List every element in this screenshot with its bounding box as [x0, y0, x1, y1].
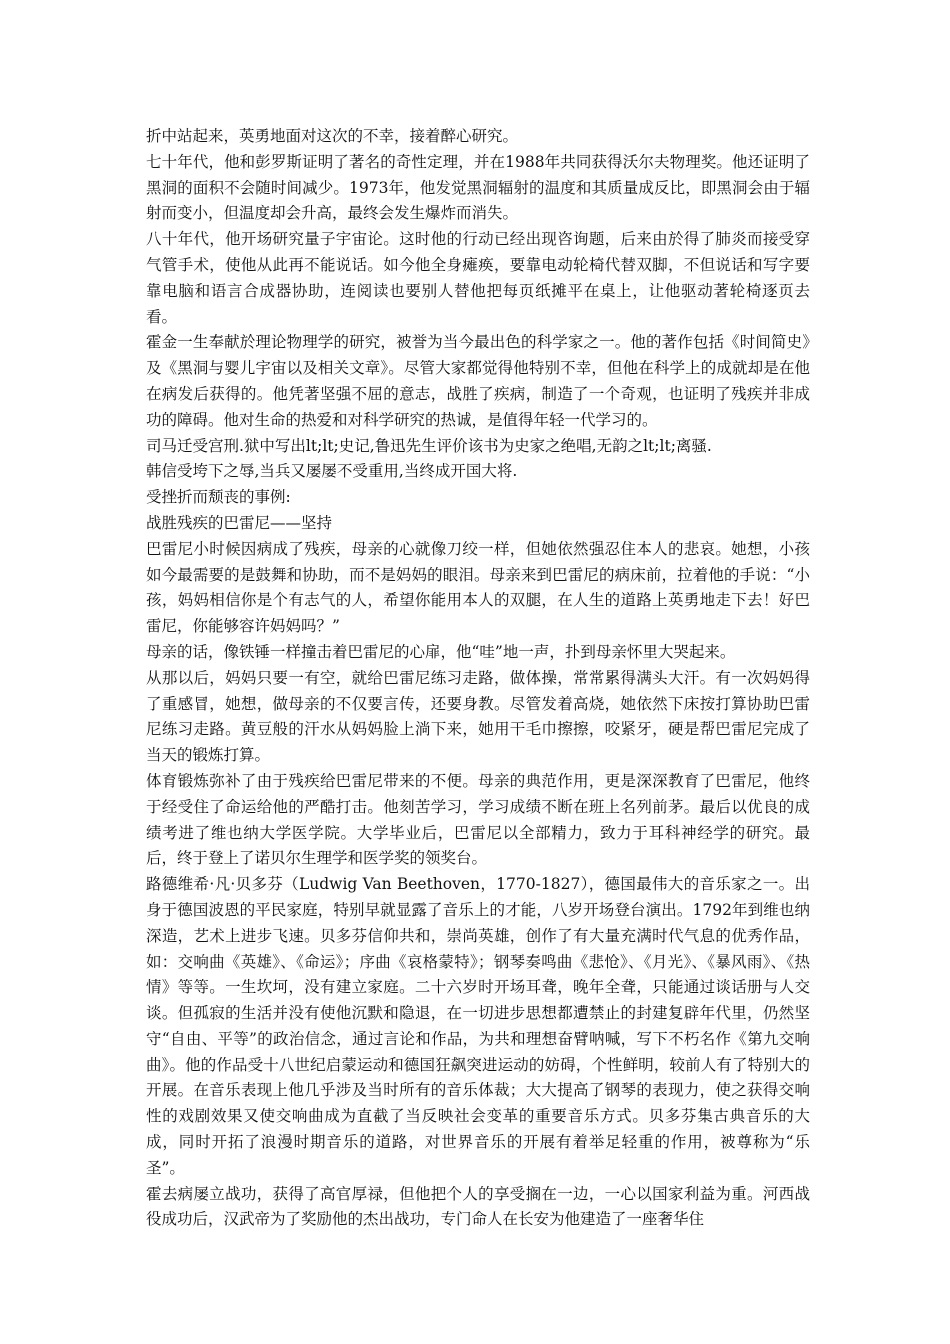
paragraph: 从那以后，妈妈只要一有空，就给巴雷尼练习走路，做体操，常常累得满头大汗。有一次妈妈得了重感冒，她想，做母亲的不仅要言传，还要身教。尽管发着高烧，她依然下床按打算协助巴雷尼练习走路。黄豆般的汗水从妈妈脸上淌下来，她用干毛巾擦擦，咬紧牙，硬是帮巴雷尼完成了当天的锻炼打算。 — [146, 668, 810, 765]
document-body — [146, 124, 810, 1233]
paragraph: 路德维希·凡·贝多芬（Ludwig Van Beethoven，1770-1827），德国最伟大的音乐家之一。出身于德国波恩的平民家庭，特别早就显露了音乐上的才能，八岁开场登台演出。1792年到维也纳深造，艺术上进步飞速。贝多芬信仰共和，崇尚英雄，创作了有大量充满时代气息的优秀作品，如：交响曲《英雄》、《命运》；序曲《哀格蒙特》；钢琴奏鸣曲《悲怆》、《月光》、《暴风雨》、《热情》等等。一生坎坷，没有建立家庭。二十六岁时开场耳聋，晚年全聋，只能通过谈话册与人交谈。但孤寂的生活并没有使他沉默和隐退，在一切进步思想都遭禁止的封建复辟年代里，仍然坚守“自由、平等”的政治信念，通过言论和作品，为共和理想奋臂呐喊，写下不朽名作《第九交响曲》。他的作品受十八世纪启蒙运动和德国狂飙突进运动的妨碍，个性鲜明，较前人有了特别大的开展。在音乐表现上他几乎涉及当时所有的音乐体裁；大大提高了钢琴的表现力，使之获得交响性的戏剧效果又使交响曲成为直截了当反映社会变革的重要音乐方式。贝多芬集古典音乐的大成，同时开拓了浪漫时期音乐的道路，对世界音乐的开展有着举足轻重的作用，被尊称为“乐圣”。 — [146, 875, 810, 1177]
paragraph: 霍金一生奉献於理论物理学的研究，被誉为当今最出色的科学家之一。他的著作包括《时间简史》及《黑洞与婴儿宇宙以及相关文章》。尽管大家都觉得他特别不幸，但他在科学上的成就却是在他在病发后获得的。他凭著坚强不屈的意志，战胜了疾病，制造了一个奇观，也证明了残疾并非成功的障碍。他对生命的热爱和对科学研究的热诚，是值得年轻一代学习的。 — [146, 333, 810, 429]
paragraph: 体育锻炼弥补了由于残疾给巴雷尼带来的不便。母亲的典范作用，更是深深教育了巴雷尼，他终于经受住了命运给他的严酷打击。他刻苦学习，学习成绩不断在班上名列前茅。最后以优良的成绩考进了维也纳大学医学院。大学毕业后，巴雷尼以全部精力，致力于耳科神经学的研究。最后，终于登上了诺贝尔生理学和医学奖的领奖台。 — [146, 771, 810, 868]
section-heading: 战胜残疾的巴雷尼——坚持 — [146, 513, 333, 532]
paragraph: 受挫折而颓丧的事例: — [146, 488, 291, 507]
paragraph: 折中站起来，英勇地面对这次的不幸，接着醉心研究。 — [146, 127, 519, 145]
paragraph: 巴雷尼小时候因病成了残疾，母亲的心就像刀绞一样，但她依然强忍住本人的悲哀。她想，小孩如今最需要的是鼓舞和协助，而不是妈妈的眼泪。母亲来到巴雷尼的病床前，拉着他的手说：“小孩，妈妈相信你是个有志气的人，希望你能用本人的双腿，在人生的道路上英勇地走下去！好巴雷尼，你能够容许妈妈吗？” — [146, 539, 810, 636]
paragraph: 司马迁受宫刑.狱中写出lt;lt;史记,鲁迅先生评价该书为史家之绝唱,无韵之lt;lt;离骚. — [146, 436, 712, 455]
paragraph: 韩信受垮下之辱,当兵又屡屡不受重用,当终成开国大将. — [146, 462, 518, 481]
paragraph: 母亲的话，像铁锤一样撞击着巴雷尼的心扉，他“哇”地一声，扑到母亲怀里大哭起来。 — [146, 642, 736, 661]
paragraph: 七十年代，他和彭罗斯证明了著名的奇性定理，并在1988年共同获得沃尔夫物理奖。他还证明了黑洞的面积不会随时间减少。1973年，他发觉黑洞辐射的温度和其质量成反比，即黑洞会由于辐射而变小，但温度却会升高，最终会发生爆炸而消失。 — [146, 152, 810, 223]
paragraph: 八十年代，他开场研究量子宇宙论。这时他的行动已经出现咨询题，后来由於得了肺炎而接受穿气管手术，使他从此再不能说话。如今他全身瘫痪，要靠电动轮椅代替双脚，不但说话和写字要靠电脑和语言合成器协助，连阅读也要别人替他把每页纸摊平在桌上，让他驱动著轮椅逐页去看。 — [146, 230, 810, 326]
paragraph: 霍去病屡立战功，获得了高官厚禄，但他把个人的享受搁在一边，一心以国家利益为重。河西战役成功后，汉武帝为了奖励他的杰出战功，专门命人在长安为他建造了一座奢华住 — [146, 1184, 810, 1229]
